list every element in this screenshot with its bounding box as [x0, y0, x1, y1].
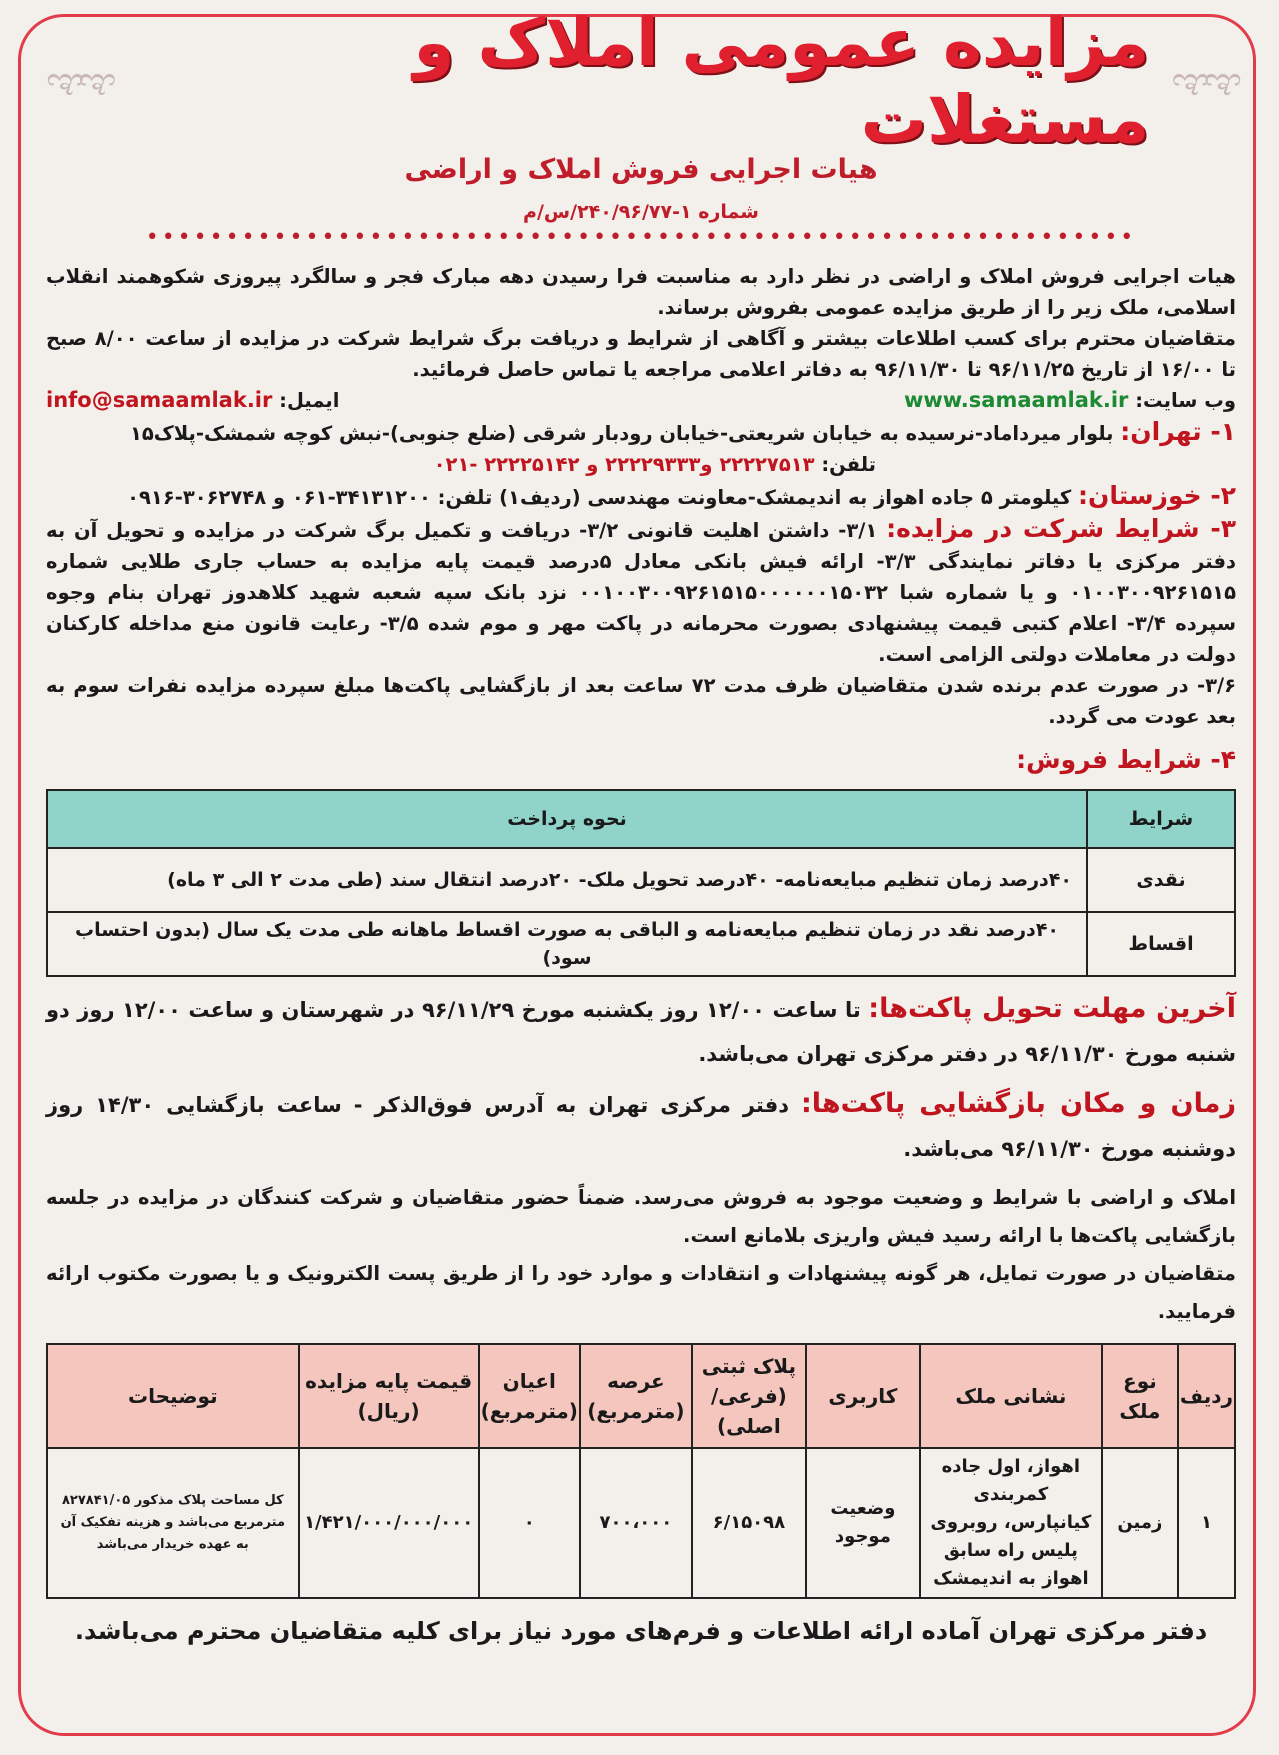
ornament-right-icon: ಞಞ	[1171, 56, 1236, 105]
deadline-label: آخرین مهلت تحویل پاکت‌ها:	[868, 993, 1237, 1024]
table-cell: ۱/۴۲۱/۰۰۰/۰۰۰/۰۰۰	[299, 1448, 479, 1598]
table-cell: ۴۰درصد زمان تنظیم مبایعه‌نامه- ۴۰درصد تحویل ملک- ۲۰درصد انتقال سند (طی مدت ۲ الی ۳ ماه)	[47, 848, 1087, 912]
table-cell: نقدی	[1087, 848, 1235, 912]
table-header-cell: اعیان (مترمربع)	[479, 1344, 580, 1448]
deadline-text: تا ساعت ۱۲/۰۰ روز یکشنبه مورخ ۹۶/۱۱/۲۹ در شهرستان و ساعت ۱۲/۰۰ روز دو شنبه مورخ ۹۶/۱۱/۳۰ در دفتر مرکزی تهران می‌باشد.	[46, 998, 1236, 1066]
table-header-cell: نشانی ملک	[920, 1344, 1102, 1448]
table-cell: ۱	[1178, 1448, 1235, 1598]
khuzestan-text: کیلومتر ۵ جاده اهواز به اندیمشک-معاونت مهندسی (ردیف۱) تلفن: ۳۴۱۳۱۲۰۰-۰۶۱ و ۳۰۶۲۷۴۸-۰۹۱۶	[127, 486, 1072, 509]
deadline-paragraph	[46, 987, 1236, 1076]
intro-section	[46, 261, 1236, 777]
sale-conditions-heading	[46, 744, 1236, 777]
table-cell: اقساط	[1087, 912, 1235, 976]
dotted-divider: ••••••••••••••••••••••••••••••••••••••••••••••••••••••••••••••	[145, 225, 1137, 250]
table-header-cell: عرصه (مترمربع)	[580, 1344, 692, 1448]
title-row	[46, 4, 1236, 158]
table-header-row	[47, 790, 1235, 848]
conditions-text: ۳/۱- داشتن اهلیت قانونی ۳/۲- دریافت و تکمیل برگ شرکت در مزایده و تحویل آن به دفتر مرکزی یا دفاتر نمایندگی ۳/۳- ارائه فیش بانکی معادل ۵درصد قیمت پایه مزایده به حساب جاری طلایی شماره ۰۱۰۰۳۰۰۹۲۶۱۵۱۵ و یا شماره شبا ۰۰۱۰۰۳۰۰۹۲۶۱۵۱۵۰۰۰۰۰۰۱۵۰۳۲ نزد بانک سپه شعبه شهید کلاهدوز تهران بنام وجوه سپرده ۳/۴- اعلام کتبی قیمت پیشنهادی بصورت محرمانه در پاکت مهر و موم شده ۳/۵- رعایت قانون منع مداخله کارکنان دولت در معاملات دولتی الزامی است.	[46, 519, 1237, 666]
conditions-refund: ۳/۶- در صورت عدم برنده شدن متقاضیان ظرف مدت ۷۲ ساعت بعد از بازگشایی پاکت‌ها مبلغ سپرده مزایده نفرات سوم به بعد عودت می گردد.	[46, 674, 1236, 728]
property-table	[46, 1343, 1236, 1599]
table-header-row	[47, 1344, 1235, 1448]
table-row	[47, 912, 1235, 976]
table-header-cell: توضیحات	[47, 1344, 299, 1448]
table-row	[47, 848, 1235, 912]
tehran-phone-numbers: ۲۲۲۲۷۵۱۳ و۲۲۲۲۹۳۳۳ و ۲۲۲۲۵۱۴۲ -۰۲۱	[433, 453, 815, 476]
participation-conditions	[46, 513, 1236, 670]
notes-section	[46, 1179, 1236, 1331]
sale-conditions-table	[46, 789, 1236, 977]
table-header-cell: ردیف	[1178, 1344, 1235, 1448]
page-title: مزایده عمومی املاک و مستغلات	[413, 4, 1150, 158]
tehran-label: ۱- تهران:	[1120, 417, 1236, 446]
email-link[interactable]: info@samaamlak.ir	[46, 388, 273, 412]
dates-section	[46, 987, 1236, 1171]
table-cell: ۴۰درصد نقد در زمان تنظیم مبایعه‌نامه و الباقی به صورت اقساط ماهانه طی مدت یک سال (بدون احتساب سود)	[47, 912, 1087, 976]
notes-paragraph-2: متقاضیان در صورت تمایل، هر گونه پیشنهادات و انتقادات و موارد خود را از طریق پست الکترونیک و یا بصورت مکتوب ارائه فرمایید.	[46, 1262, 1236, 1323]
notice-page	[46, 4, 1237, 1645]
sale-label: ۴- شرایط فروش:	[1016, 745, 1236, 774]
email-label: ایمیل:	[279, 389, 340, 412]
website-link[interactable]: www.samaamlak.ir	[903, 388, 1129, 412]
opening-text: دفتر مرکزی تهران به آدرس فوق‌الذکر - ساعت بازگشایی ۱۴/۳۰ روز دوشنبه مورخ ۹۶/۱۱/۳۰ می‌باشد.	[46, 1093, 1236, 1161]
table-cell: ۷۰۰،۰۰۰	[580, 1448, 692, 1598]
table-header-cell: شرایط	[1087, 790, 1235, 848]
page-subtitle: هیات اجرایی فروش املاک و اراضی	[404, 154, 878, 185]
table-cell: زمین	[1102, 1448, 1178, 1598]
table-header-cell: کاربری	[806, 1344, 920, 1448]
table-cell: وضعیت موجود	[806, 1448, 920, 1598]
contact-row	[46, 385, 1236, 416]
conditions-label: ۳- شرایط شرکت در مزایده:	[886, 514, 1236, 543]
table-cell: ۶/۱۵۰۹۸	[692, 1448, 806, 1598]
table-cell: ۰	[479, 1448, 580, 1598]
tehran-phones	[46, 449, 1236, 480]
website-label: وب سایت:	[1135, 389, 1236, 412]
khuzestan-label: ۲- خوزستان:	[1078, 481, 1236, 510]
notice-number: شماره ۱-۲۴۰/۹۶/۷۷/س/م	[523, 201, 759, 223]
notes-paragraph-1: املاک و اراضی با شرایط و وضعیت موجود به فروش می‌رسد. ضمناً حضور متقاضیان و شرکت کنندگان در مزایده در جلسه بازگشایی پاکت‌ها با ارائه رسید فیش واریزی بلامانع است.	[46, 1186, 1236, 1247]
table-header-cell: نحوه پرداخت	[47, 790, 1087, 848]
table-row	[47, 1448, 1235, 1598]
tehran-office	[46, 416, 1236, 449]
footer-note: دفتر مرکزی تهران آماده ارائه اطلاعات و فرم‌های مورد نیاز برای کلیه متقاضیان محترم می‌باشد.	[74, 1617, 1208, 1645]
tehran-address: بلوار میرداماد-نرسیده به خیابان شریعتی-خیابان رودبار شرقی (ضلع جنوبی)-نبش کوچه شمشک-پلاک۱۵	[129, 422, 1114, 445]
intro-paragraph-2: متقاضیان محترم برای کسب اطلاعات بیشتر و آگاهی از شرایط و دریافت برگ شرایط شرکت در مزایده از ساعت ۸/۰۰ صبح تا ۱۶/۰۰ از تاریخ ۹۶/۱۱/۲۵ تا ۹۶/۱۱/۳۰ به دفاتر اعلامی مراجعه یا تماس حاصل فرمائید.	[46, 327, 1236, 381]
opening-label: زمان و مکان بازگشایی پاکت‌ها:	[801, 1088, 1236, 1119]
table-cell: اهواز، اول جاده کمربندی کیانپارس، روبروی پلیس راه سابق اهواز به اندیمشک	[920, 1448, 1102, 1598]
table-cell: کل مساحت پلاک مذکور ۸۲۷۸۴۱/۰۵ مترمربع می‌باشد و هزینه تفکیک آن به عهده خریدار می‌باشد	[47, 1448, 299, 1598]
tehran-phone-label: تلفن:	[821, 453, 876, 476]
intro-paragraph-1: هیات اجرایی فروش املاک و اراضی در نظر دارد به مناسبت فرا رسیدن دهه مبارک فجر و سالگرد پیروزی شکوهمند انقلاب اسلامی، ملک زیر را از طریق مزایده عمومی بفروش برساند.	[46, 265, 1236, 319]
khuzestan-office	[46, 480, 1236, 513]
opening-paragraph	[46, 1082, 1236, 1171]
ornament-left-icon: ಞಞ	[46, 56, 111, 105]
table-header-cell: پلاک ثبتی (فرعی/اصلی)	[692, 1344, 806, 1448]
table-header-cell: نوع ملک	[1102, 1344, 1178, 1448]
table-header-cell: قیمت پایه مزایده (ریال)	[299, 1344, 479, 1448]
